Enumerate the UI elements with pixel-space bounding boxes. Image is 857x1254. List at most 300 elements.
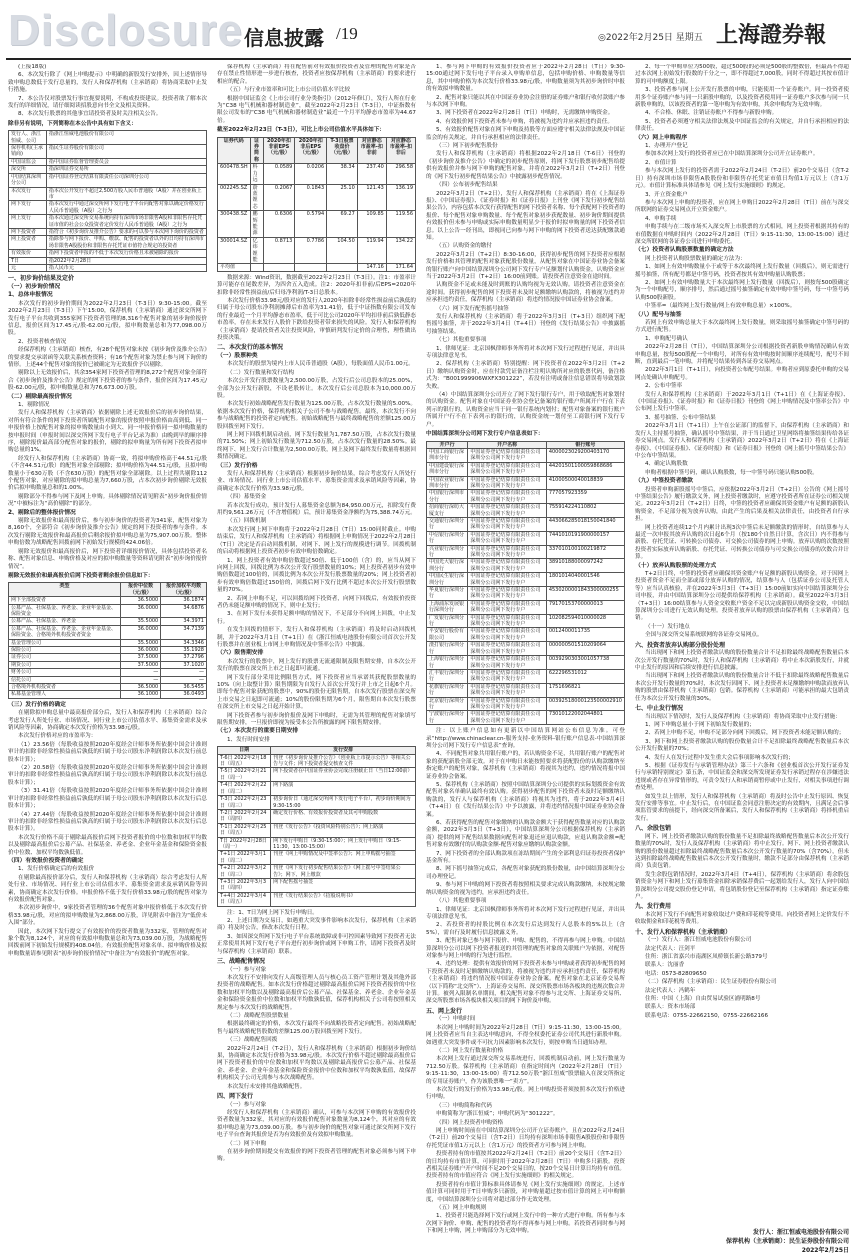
subsection-heading: 2、剔除后的整体报价情况 — [8, 509, 76, 516]
paragraph: 在剔除拟申购总量中最高报价部分后，发行人和保荐机构（主承销商）综合考虑发行人所处行业、市场情况、同行业上市公司估值水平、募集资金需求及承销风险等因素，协商确定本次发行价格为33.98元/股。 — [8, 710, 207, 732]
table-cell: 002245.SZ — [218, 184, 251, 211]
paragraph: 4、确定认购股数 — [645, 461, 688, 468]
table-row — [9, 646, 207, 653]
table-cell: 104.50 — [327, 237, 358, 264]
table-cell: 指2022年2月28日 — [46, 257, 206, 264]
paragraph: （二）保荐机构（主承销商）：民生证券股份有限公司 — [645, 979, 777, 986]
table-cell: 指网下投资者申报的不低于本次发行价格且未被剔除的报价 — [46, 250, 206, 257]
table-row — [427, 642, 625, 656]
table-cell: 337010100100219872 — [546, 545, 624, 559]
table-row — [218, 184, 416, 211]
table-cell: 0.2067 — [263, 184, 295, 211]
table-header-row — [9, 583, 207, 597]
paragraph: 根据最终确定的价格，本次发行最终不向战略投资者定向配售。初始战略配售与最终战略配售股数的差额125.00万股回拨至网下发行。 — [217, 1021, 416, 1035]
table-cell: 79170153700000013 — [546, 600, 624, 614]
paragraph: 本次发行的发行价格为33.98元/股。网上申购投资者须按照本次发行价格进行申购。 — [426, 1086, 625, 1101]
paragraph-group — [217, 361, 416, 461]
table-cell: — — [121, 669, 161, 676]
paragraph: 本次网上申购时间为2022年2月28日（T日）9:15-11:30，13:00-15:00。网上投资者应当自主表达申购意向，不得全权委托证券公司代其进行新股申购。如遇重大突发事件或不可抗力因素影响本次发行，则按申购当日通知办理。 — [426, 1024, 625, 1046]
table-row — [9, 639, 207, 646]
paragraph: 2、公布中签率 — [645, 383, 683, 390]
table-cell: 0039290303001057738 — [546, 656, 624, 670]
table-cell: 35.1928 — [161, 646, 207, 653]
table-cell: 中国证券登记结算有限责任公司深圳分公司网下发行专户 — [468, 683, 546, 697]
table-cell: 指民生证券股份有限公司 — [46, 145, 206, 159]
table-cell: 华夏银行深圳分行 — [427, 587, 468, 601]
paragraph: 2、若网上申购不足，可以回拨给网下投资者，向网下回拨后，有效报价投资者仍未能足额申购的情况下，则中止发行； — [217, 595, 416, 609]
table-row — [427, 614, 625, 628]
paragraph: 1、网下申购总量小于网下初始发行数量的； — [645, 721, 755, 728]
paragraph: 2、若网上申购不足，申购不足部分向网下回拨后，网下投资者未能足额认购的； — [645, 730, 845, 737]
paragraph-group — [635, 714, 849, 824]
table-cell: 0.0206 — [295, 164, 327, 184]
table-cell: 网上发行 — [9, 215, 47, 229]
paragraph: 4、违约处理：提供有效报价的网下投资者未参与申购或者获得初步配售的网下投资者未及时足额缴纳认购款的，将被视为违约并应承担违约责任，保荐机构（主承销商）将违约情况报中国证券业协会备案。配售对象在北京证券交易所（以下简称“北交所”）、上海证券交易所、深交所股票市场各板块的违规次数合并计算。被列入限制名单期间，相关配售对象不得参与北交所、上海证券交易所、深交所股票市场各板块相关项目的网下询价及申购。 — [426, 961, 625, 1005]
table-row — [9, 236, 207, 250]
subsection-heading: （三）发行价格的确定 — [8, 701, 66, 708]
table-row — [218, 837, 416, 851]
table-cell: 中国证券登记结算有限责任公司深圳分公司网下发行专户 — [468, 462, 546, 476]
table-cell: 财务公司 — [9, 669, 121, 676]
paragraph: 注：以上账户信息如有更新以中国结算网站公布信息为准。可登录“http://www.chinaclear.cn-服务支持-业务资料-银行账户信息表-中国结算深圳分公司网下发行专户信息表”查询。 — [426, 728, 625, 749]
subsection-heading: （六）限售期安排 — [217, 650, 264, 657]
subsection-heading: （七）本次发行的重要日期安排 — [217, 728, 299, 735]
paragraph-group — [217, 910, 416, 956]
table-row — [427, 545, 625, 559]
issue-date: ◎2022年2月25日 星期五 — [598, 33, 703, 43]
table-cell: 中国结算深圳分公司 — [9, 173, 47, 187]
subsection-heading: （一）股票种类 — [217, 352, 258, 359]
table-header-cell: 日期 — [218, 747, 271, 754]
table-cell: 109.85 — [357, 211, 386, 238]
table-cell: 36.0493 — [161, 691, 207, 698]
table-row — [9, 684, 207, 691]
paragraph-group — [217, 64, 416, 125]
paragraph: 3、开立资金账户 — [645, 191, 688, 198]
table-cell: 69.27 — [327, 211, 358, 238]
table-row — [427, 656, 625, 670]
table-cell: T+1日 2022年3月1日（周二） — [218, 851, 271, 865]
table-cell: 中国证监会 — [9, 158, 47, 165]
table-cell: 0.6306 — [263, 211, 295, 238]
paragraph: 本次网上发行通过深交所交易系统进行，回拨机制启动前，网上发行数量为712.50万股。保荐机构（主承销商）在指定时间内（2022年2月28日（T日）9:15-11:30，13:00-15:00）将712.50万股“浙江恒威”股票输入在深交所指定的专用证券账户，作为该股票唯一“卖方”。 — [426, 1056, 625, 1085]
table-cell: 中国证券登记结算有限责任公司深圳分公司网下发行专户 — [468, 504, 546, 518]
table-cell: T-6日 2022年2月18日（周五） — [218, 754, 271, 768]
paragraph-group — [8, 866, 207, 958]
paragraph: 本次发行不安排向发行人高级管理人员与核心员工资产管理计划及其他外部投资者的战略配售。如本次发行价格超过剔除最高报价后网下投资者报价的中位数和加权平均数以及剔除最高报价后公募产品、社保基金、养老金、企业年金基金和保险资金报价中位数和加权平均数孰低值，保荐机构相关子公司将按照相关规定参与本次发行的战略配售。 — [217, 974, 416, 1011]
table-cell: 中国证券登记结算有限责任公司深圳分公司网下发行专户 — [468, 531, 546, 545]
table-cell: 网上投资者 — [9, 236, 47, 250]
table-cell: 中国证券登记结算有限责任公司深圳分公司网下发行专户 — [468, 711, 546, 725]
table-row — [427, 600, 625, 614]
quote-stats-table — [8, 582, 207, 699]
section-logo-word: Disclosure — [8, 6, 243, 55]
subsection-heading: （七）投资者认购股票数量的确定方法 — [635, 247, 734, 254]
paragraph: 参与本次网上申购的投资者，应在网上申购日2022年2月28日（T日）前在与深交所联网的证券交易网点开立资金账户。 — [635, 199, 849, 214]
paragraph: （二）战略配售股票数量 — [227, 1012, 289, 1019]
table-cell: 1801014040001546 — [546, 573, 624, 587]
table-header-cell: T-3日股票收盘价（元/股） — [327, 137, 358, 164]
table-cell: 中国建设银行深圳市分行 — [427, 462, 468, 476]
article-column-1 — [8, 64, 207, 1236]
table-cell: 中国证券登记结算有限责任公司深圳分公司网下发行专户 — [468, 614, 546, 628]
table-cell: 广发银行深圳分行 — [427, 614, 468, 628]
table-cell: 中国证券登记结算有限责任公司深圳分公司网下发行专户 — [468, 656, 546, 670]
table-cell: 亿纬锂能 — [250, 237, 263, 264]
paragraph: 2、上述日期为交易日，如遇重大突发事件影响本次发行，保荐机构（主承销商）将及时公告，修改本次发行日程。 — [217, 918, 416, 932]
article-column-3 — [426, 64, 625, 1236]
table-header-cell: 对应静态市盈率-扣非前 — [357, 137, 386, 164]
table-cell: 招商银行深纺大厦支行 — [427, 504, 468, 518]
table-row — [427, 697, 625, 711]
table-cell: 中国证券登记结算有限责任公司深圳分公司网下发行专户 — [468, 669, 546, 683]
table-header-cell: 报价中位数（元/股） — [121, 583, 161, 597]
paragraph: （三）申购简称和代码 — [436, 1102, 492, 1109]
table-cell: 0012400011735 — [546, 628, 624, 642]
paragraph: （一）参与对象 — [227, 966, 267, 973]
table-row — [218, 823, 416, 837]
paragraph: 联系人：沈丽香 — [645, 962, 685, 969]
section-heading: 十、发行人和保荐机构（主承销商） — [635, 928, 732, 936]
table-cell: 网下配售摇号抽签 — [271, 878, 416, 892]
table-cell: 00392518000123500002910 — [546, 697, 624, 711]
table-row — [218, 851, 416, 865]
paragraph: 2022年3月2日（T+2日），发行人和保荐机构（主承销商）将在《上海证券报》、《中国证券报》、《证券时报》和《证券日报》上刊登《网下发行初步配售结果公告》，内容包括本次发行获得配售的网下投资者名称、每个获配网下投资者的报价、每个配售对象申购数量、每个配售对象初步获配数量、初步询价期间提供有效报价但未参与申购或实际申购数量明显少于报价时拟申购量的网下投资者信息。以上公告一经刊出，即视同已向参与网下申购的网下投资者送达获配缴款通知。 — [426, 190, 625, 241]
table-cell: T+4日 2022年3月4日（周五） — [218, 892, 271, 906]
paragraph: 4、不合格、休眠、注销证券账户不得参与新股申购。 — [645, 110, 778, 117]
paragraph: 2022年3月2日（T+2日）8:30-16:00，获得初步配售的网下投资者应根据发行价格和其管理的配售对象获配股份数量，从配售对象在中国证券业协会备案的银行账户向中国结算深圳分公司网下发行专户足额划付认购资金，认购资金应当于2022年3月2日（T+2日）16:00前到账。请投资者注意资金在途时间。 — [426, 251, 625, 280]
table-cell: 37.2796 — [161, 654, 207, 661]
table-cell — [295, 264, 327, 271]
paragraph: 网下发行部分采用比例限售方式，网下投资者应当承诺其获配股票数量的10%（向上取整计算）限售期限为自发行人首次公开发行并上市之日起6个月。即每个配售对象获配的股票中，90%的股份无限售期，自本次发行股票在深交所上市交易之日起即可流通；10%的股份限售期为6个月，限售期自本次发行股票在深交所上市交易之日起开始计算。 — [217, 674, 416, 711]
table-row — [9, 215, 207, 229]
paragraph-group — [426, 64, 625, 429]
paragraph-group — [635, 834, 849, 902]
table-cell: 指除参与网下报价、申购、缴款、配售的投资者以外的日均持有深圳市场非限售A股股份和非限售存托凭证市值符合规定的投资者 — [46, 236, 206, 250]
paragraph: 2、如网上有效申购数量大于本次最终网上发行数量（回拨后），则按每500股确定为一个申购配号，顺序排号，然后通过摇号抽签确定有效申购中签号码，每一中签号码认购500股新股。 — [635, 279, 849, 301]
table-row — [9, 201, 207, 215]
paragraph: 2022年3月1日（T+1日）上午在公证部门的监督下，由保荐机构（主承销商）和发行人主持摇号抽签，确认摇号中签结果，并于当日通过卫星网络将抽签结果传给各证券交易网点。发行人和保荐机构（主承销商）2022年3月2日（T+2日）将在《上海证券报》、《中国证券报》、《证券时报》和《证券日报》刊登的《网上摇号中签结果公告》中公布中签结果。 — [635, 423, 849, 459]
table-row — [9, 145, 207, 159]
paragraph: 1、律师见证：北京国枫律师事务所将对本次网下发行过程进行见证，并出具专项法律意见书。 — [426, 906, 625, 920]
paragraph: （1）23.56倍（每股收益按照2020年度经会计师事务所依据中国会计准则审计的扣除非经常性损益前后孰低的归属于母公司股东净利润除以本次发行前总股本计算）； — [8, 741, 207, 763]
paragraph: 3、配售对象已参与网下报价、申购、配售的，不得再参与网上申购。中国结算深圳分公司以网下投资者报送的其管理的配售对象的关联账户为依据，对配售对象参与网上申购的行为进行监控。 — [426, 938, 625, 959]
table-cell: T+3日 2022年3月3日（周四） — [218, 878, 271, 892]
table-cell: 中国证券登记结算有限责任公司深圳分公司网下发行专户 — [468, 545, 546, 559]
table-cell: 34.6876 — [161, 604, 207, 618]
paragraph: 3、网下投资者在2022年2月28日（T日）申购时，无需缴纳申购资金。 — [436, 110, 614, 117]
paragraph: 全国与深交所交易系统联网的各证券交易网点。 — [645, 632, 763, 639]
table-row — [218, 754, 416, 768]
paragraph: （七）其他重要事项 — [436, 337, 487, 344]
table-row — [9, 173, 207, 187]
table-row — [427, 573, 625, 587]
paragraph: （三）网下初步配售股份 — [436, 143, 498, 150]
table-cell: T-1日 2022年2月25日（周五） — [218, 823, 271, 837]
table-cell: 中国证券登记结算有限责任公司深圳分公司网下发行专户 — [468, 600, 546, 614]
table-cell: 网下发行 — [9, 201, 47, 215]
paragraph: 经发行人和保荐机构（主承销商）协商一致，将拟申购价格高于44.51元/股（不含44.51元/股）的配售对象全部剔除；拟申购价格为44.51元/股，且拟申购数量小于630万股（不含630万股）的配售对象全部剔除。以上过程共剔除112个配售对象，对应剔除的拟申购总量为7,660万股，占本次初步询价剔除无效报价后拟申购数量总和的1.00%。 — [8, 455, 207, 492]
paragraph: （四）网上投资者申购资格 — [436, 1119, 504, 1126]
table-cell: 中国证券登记结算有限责任公司深圳分公司网下发行专户 — [468, 448, 546, 462]
paragraph: 2、每一个申购单位为500股，超过500股的必须是500股的整数倍，但最高不得超过本次网上初始发行股数的千分之一，即不得超过7,000股，同时不得超过其按市值计算的可申购额度上限。 — [635, 64, 849, 85]
table-cell: 25.10 — [327, 184, 358, 211]
table-cell: 中国工商银行深圳市分行 — [427, 448, 468, 462]
paragraph: 剔除部分不得参与网下及网上申购。具体剔除情况请见附表“初步询价报价情况”中被标注为“高价剔除”的部分。 — [8, 493, 207, 508]
paragraph-group — [635, 650, 849, 703]
paragraph: 在初步询价期间提交有效报价的网下投资者管理的配售对象必须参与网下申购。 — [217, 1148, 416, 1163]
table-cell: 0.0589 — [263, 164, 295, 184]
subsection-heading: （六）网上申购程序 — [635, 134, 688, 141]
table-cell: 发行人、浙江恒威、公司 — [9, 131, 47, 145]
table-cell: 有效报价 — [9, 250, 47, 257]
paragraph: 发行人和保荐机构（主承销商）根据初步询价结果，综合考虑发行人所处行业、市场情况、同行业上市公司估值水平、募集资金需求及承销风险等因素，协商确定本次发行价格为33.98元/股。 — [217, 471, 416, 492]
table-cell: T日 — [9, 257, 47, 264]
table-cell: 刊登《发行结果公告》《招股说明书》 — [271, 892, 416, 906]
table-cell: 鹏辉能源 — [250, 211, 263, 238]
table-cell: 指深圳证券交易所 — [46, 166, 206, 173]
table-row — [427, 490, 625, 504]
table-header-cell: 开户名称 — [468, 441, 546, 448]
bank-accounts-caption: 中国结算深圳分公司网下发行专户信息表如下： — [426, 431, 544, 438]
paragraph: （3）31.41倍（每股收益按照2020年度经会计师事务所依据中国会计准则审计的扣除非经常性损益前后孰低的归属于母公司股东净利润除以本次发行后总股本计算）； — [8, 788, 207, 810]
paragraph: 1、发行时间安排 — [227, 736, 270, 743]
table-cell: 中国农业银行深圳市分行 — [427, 476, 468, 490]
paragraph: （一）参与对象 — [227, 1101, 267, 1108]
paragraph: 联系人：资本市场部 — [645, 1004, 696, 1011]
subsection-heading: （四）有效报价投资者的确定 — [8, 857, 84, 864]
table-row — [9, 187, 207, 201]
paragraph: （四）募集资金 — [227, 494, 267, 501]
table-cell: — — [161, 676, 207, 683]
paragraph-group — [217, 471, 416, 649]
table-cell: 中国证券登记结算有限责任公司深圳分公司网下发行专户 — [468, 517, 546, 531]
paragraph: 1、如网上有效申购数量小于或等于本次最终网上发行数量（回拨后），则无需进行摇号抽签，所有配号都是中签号码，投资者按其有效申购量认购股票； — [635, 264, 849, 278]
paragraph: 经保荐机构（主承销商）核查，有28个配售对象未按《初步询价及推介公告》的要求提交承诺函等关联关系核查资料；有16个配售对象为禁止参与网下询价的情形。上述44个配售对象的报价已被确定为无效报价予以剔除。 — [8, 347, 207, 368]
paragraph-group — [8, 402, 207, 509]
table-cell: 北京银行深圳分行 — [427, 697, 468, 711]
paragraph-group — [217, 298, 416, 342]
paragraph-group — [426, 1016, 625, 1235]
table-row — [427, 669, 625, 683]
table-cell — [263, 264, 295, 271]
section-heading: 一、初步询价结果及定价 — [8, 275, 75, 283]
paragraph: 剔除以上无效报价后，其余354家网下投资者管理的8,272个配售对象全部符合《初步询价及推介公告》规定的网下投资者的参与条件，报价区间为17.45元/股-62.00元/股，拟申购数量总和为76,673.00万股。 — [8, 370, 207, 392]
signature-line: 保荐机构（主承销商）：民生证券股份有限公司 — [725, 1238, 849, 1245]
paragraph: 1、网上投资者有效申购倍数超过50倍、低于100倍（含）的，应当从网下向网上回拨，回拨比例为本次公开发行股票数量的10%；网上投资者初步有效申购倍数超过100倍的，回拨比例为本次公开发行股票数量的20%；网上投资者初步有效申购倍数超过150倍的，回拨后网下发行比例不超过本次公开发行股票数量的70%。 — [217, 557, 416, 594]
table-header-cell: 2020年扣非后EPS（元/股） — [295, 137, 327, 164]
paragraph-group — [217, 737, 416, 744]
paragraph: 电话：0573-82809650 — [645, 970, 707, 977]
paragraph: 3、在网下发行未获得足额申购的情况下，不足部分不向网上回拨，中止发行。 — [217, 611, 416, 625]
table-cell: 平安银行股份有限公司 — [427, 628, 468, 642]
table-row — [9, 669, 207, 676]
table-cell: 刊登《网上申购情况及中签率公告》；网上申购摇号抽签 — [271, 851, 416, 865]
signature-line: 2022年2月25日 — [801, 1247, 849, 1254]
paragraph: 本次发行网上网下申购将于2022年2月28日（T日）15:00同时截止。申购结束后，发行人和保荐机构（主承销商）将根据网上申购情况于2022年2月28日（T日）决定是否启动回拨机制，对网下、网上发行的规模进行调节。回拨机制的启动将根据网上投资者初步有效申购倍数确定。 — [217, 526, 416, 556]
table-row — [427, 711, 625, 725]
subsection-heading: （十）放弃认购股票的处理方式 — [635, 562, 717, 569]
table-cell: 44201501100059868686 — [546, 462, 624, 476]
table-cell: 36.0000 — [121, 646, 161, 653]
table-row — [218, 782, 416, 796]
paragraph: 发行人和保荐机构（主承销商）将根据2022年2月18日（T-6日）刊登的《初步询价及推介公告》中确定的初步配售原则，将网下发行股票初步配售给提供有效报价并参与网下申购的配售对象，并将在2022年3月2日（T+2日）刊登的《网下发行初步配售结果公告》中披露初步配售情况。 — [426, 151, 625, 180]
paragraph: 9、参与网下申购的网下投资者将按照相关要求完成认购款缴纳，未按规定缴纳认购资金的视为违约，应承担违约责任。 — [426, 882, 625, 896]
table-cell: 41000500040018839 — [546, 476, 624, 490]
table-cell — [250, 264, 263, 271]
table-cell: 102082594010000028 — [546, 614, 624, 628]
paragraph: 本次发行未安排其他战略配售。 — [227, 1083, 306, 1090]
paragraph: 本次发行价格33.98元/股对应的发行人2020年扣除非经常性损益前后孰低的归属于母公司股东净利润摊薄后市盈率为31.41倍，低于中证指数有限公司发布的行业最近一个月平均静态市盈率，低于可比公司2020年平均扣非前后孰低静态市盈率，存在未来发行人股价下跌给投资者带来损失的风险。发行人和保荐机构（主承销商）提请投资者关注投资风险，审慎研判发行定价的合理性，理性做出投资决策。 — [217, 298, 416, 342]
comparable-companies-caption: 截至2022年2月23日（T-3日），可比上市公司估值水平具体如下： — [217, 127, 385, 134]
paragraph: 当出现网下和网上投资者缴款认购的股份数量合计不低于扣除最终战略配售数量后本次公开发行数量的70%时，本次发行因网下、网上投资者未足额缴纳申购款而放弃认购的股票由保荐机构（主承销商）包销。保荐机构（主承销商）可能承担的最大包销责任为本次公开发行数量的30%。 — [635, 673, 849, 702]
table-row — [9, 597, 207, 604]
table-cell: 中国证券登记结算有限责任公司深圳分公司网下发行专户 — [468, 587, 546, 601]
table-cell: 4000023029200403170 — [546, 448, 624, 462]
table-row — [427, 462, 625, 476]
table-cell: 兴业银行深圳分行 — [427, 545, 468, 559]
paragraph: 当出现以下情况时，发行人及保荐机构（主承销商）将协商采取中止发行措施： — [645, 713, 841, 720]
table-cell: 147.16 — [357, 264, 386, 271]
paragraph: 7、网下投资者的全部认购款项在冻结期间产生的全部利息归证券投资者保护基金所有。 — [426, 850, 625, 865]
table-row — [218, 865, 416, 879]
table-cell: 34.3346 — [161, 639, 207, 646]
table-row — [218, 878, 416, 892]
table-row — [9, 257, 207, 264]
paragraph: 1、律师见证：北京国枫律师事务所将对本次网下发行过程进行见证，并出具专项法律意见书。 — [426, 345, 625, 360]
table-header-row — [218, 137, 416, 164]
table-cell: T-3日 2022年2月23日（周三） — [218, 796, 271, 810]
table-cell: 中信银行深圳分行 — [427, 531, 468, 545]
table-cell: 中国证券登记结算有限责任公司深圳分公司网下发行专户 — [468, 697, 546, 711]
table-cell: 网下路演 — [271, 782, 416, 796]
paragraph: 剔除无效报价和最高报价后，参与初步询价的投资者为341家，配售对象为8,160个，全部符合《初步询价及推介公告》规定的网下投资者的参与条件。本次发行剔除无效报价和最高报价后剩余报价拟申购总量为75,907.00万股。整体申购倍数为战略配售回拨前网下初始发行规模的424.06倍。 — [8, 518, 207, 547]
paragraph: 3、如因深交所网下发行电子平台系统故障或非可控因素导致网下投资者无法正常使用其网下发行电子平台进行初步询价或网下申购工作，请网下投资者及时与保荐机构（主承销商）联系。 — [217, 933, 416, 955]
table-cell: 0.5794 — [295, 211, 327, 238]
table-cell: 证券公司 — [9, 654, 121, 661]
paragraph: 4、申购手续 — [645, 215, 677, 222]
section-heading: 五、网上发行 — [426, 1007, 463, 1015]
table-cell: 指浙江恒威电池股份有限公司 — [46, 131, 206, 145]
definitions-caption: 除非另有说明，下列简称在本公告中具有如下含义： — [8, 120, 137, 127]
paragraph: 1、办理开户登记 — [645, 143, 688, 150]
section-title: 信息披露 — [244, 26, 324, 50]
paragraph: （4）中国结算深圳分公司开立了网下发行银行专户，用于收取配售对象划付的认购资金。配售对象在中国证券业协会登记备案的银行账户所属开户行在下表列示的银行的，认购资金应当于同一银行系统内划付；配售对象备案的银行账户所属开户行不在下表列示的银行的，认购资金统一划付至工商银行网下发行专户。 — [426, 392, 625, 428]
table-cell: 000000501510209064 — [546, 642, 624, 656]
paragraph-group — [635, 64, 849, 134]
paragraph: 2、若投资者的持股比例在本次发行后达到发行人总股本的5%以上（含5%），需自行及时履行信息披露义务。 — [426, 922, 625, 936]
paragraph: 若网上有效申购总量大于本次最终网上发行数量，则采取摇号抽签确定中签号码的方式进行配售。 — [635, 320, 849, 334]
article-column-2 — [217, 64, 416, 1236]
table-row — [218, 164, 416, 184]
table-cell: 网下发行申购日（9:30-15:00）；网上发行申购日（9:15-11:30，13:00-15:00） — [271, 837, 416, 851]
table-cell: 119.56 — [386, 211, 415, 238]
table-row — [218, 264, 416, 271]
section-heading: 九、发行费用 — [635, 903, 672, 911]
table-cell: 36.1000 — [121, 691, 161, 698]
paragraph: 1、投资者只能选择网下发行或网上发行中的一种方式进行申购。所有参与本次网下询价、申购、配售的投资者均不得再参与网上申购。若投资者同时参与网下和网上申购，网上申购部分为无效申购。 — [426, 1213, 625, 1235]
table-cell: 公募产品、社保基金、养老金、企业年金基金、保险资金、合格境外机构投资者资金 — [9, 625, 121, 639]
paragraph: 在剔除最高报价部分后，发行人和保荐机构（主承销商）综合考虑发行人所处行业、市场情况、同行业上市公司估值水平、募集资金需求及承销风险等因素，协商确定本次发行价格。申报价格不低于发行价格33.98元/股的配售对象为有效报价配售对象。 — [8, 874, 207, 903]
paragraph-group — [217, 967, 416, 1092]
table-cell: 本次发行 — [9, 187, 47, 201]
paragraph-group — [635, 937, 849, 1020]
table-cell: 汇丰银行深圳分行 — [427, 669, 468, 683]
article-column-4 — [635, 64, 849, 1236]
paragraph: (上接18版) — [18, 64, 47, 70]
table-row — [9, 618, 207, 625]
paragraph-group — [635, 487, 849, 562]
paragraph: （五）与行业市盈率和可比上市公司估值水平比较 — [227, 87, 351, 94]
table-header-cell: 对应静态市盈率-扣非后 — [386, 137, 415, 164]
paragraph: 2、市值计算 — [645, 159, 677, 166]
paragraph: 网上网下回拨机制启动前，网下发行数量为1,787.50万股，占本次发行数量的71.50%；网上初始发行数量为712.50万股，占本次发行数量的28.50%。最终网下、网上发行合计数量为2,500.00万股，网上及网下最终发行数量将根据回拨情况确定。 — [217, 432, 416, 461]
paragraph: 3、网下和网上投资者缴款认购的股份数量合计不足扣除最终战略配售数量后本次公开发行数量的70%； — [635, 738, 849, 753]
paragraph: 5、根据《证券发行与承销管理办法》第三十六条和《创业板首次公开发行证券发行与承销特别规定》第五条，中国证监会和深交所发现证券发行承销过程存在涉嫌违法违规或者存在异常情形的，可责令发行人和承销商暂停或中止发行，对相关事项进行调查处理。 — [635, 762, 849, 792]
table-cell: 134.22 — [386, 237, 415, 264]
table-cell: 公募产品、社保基金、养老金 — [9, 618, 121, 625]
paragraph: 发生余股包销情况时，2022年3月4日（T+4日），保荐机构（主承销商）将余股包销资金与网下和网上发行募集资金扣除承销保荐费后一起划给发行人，发行人向中国结算深圳分公司提交股份登记申请，将包销股份登记至保荐机构（主承销商）指定证券账户。 — [635, 871, 849, 900]
table-cell: 136.19 — [386, 184, 415, 211]
table-cell: T-4日 2022年2月22日（周二） — [218, 782, 271, 796]
paragraph-group — [426, 728, 625, 1006]
table-cell: 36.0000 — [121, 604, 161, 618]
paragraph: （二）网上发行数量和价格 — [436, 1047, 504, 1054]
schedule-table — [217, 746, 416, 906]
paragraph: （五）网上申购规则 — [436, 1205, 487, 1212]
table-cell: 上海银行深圳分行 — [427, 656, 468, 670]
table-cell: 指本次发行中通过深交所网下发行电子平台向配售对象以确定价格发行人民币普通股（A股）之行为 — [46, 201, 206, 215]
table-cell: 600478.SH — [218, 164, 251, 184]
table-cell: 公募产品、社保基金、养老金、企业年金基金、保险资金 — [9, 604, 121, 618]
table-cell: T+2日 2022年3月2日（周三） — [218, 865, 271, 879]
table-cell: 777057923359 — [546, 490, 624, 504]
table-cell: 中国光大银行深圳分行 — [427, 559, 468, 573]
section-heading: 四、网下发行 — [217, 1093, 254, 1101]
paragraph: 4、有效报价网下投资者未参与申购，将被视为违约并应承担违约责任。 — [436, 118, 613, 125]
subsection-heading: （三）发行价格 — [217, 462, 258, 469]
paragraph: 联系电话：0755-22662150，0755-22662166 — [645, 1012, 769, 1019]
table-cell: 刊登《初步询价及推介公告》《创业板上市提示公告》等相关公告与文件；网下投资者提交核查文件 — [271, 754, 416, 768]
paragraph: （一）申购时间 — [436, 1016, 476, 1023]
paragraph: 在发生回拨的情形下，发行人和保荐机构（主承销商）将及时启动回拨机制，并于2022年3月1日（T+1日）在《浙江恒威电池股份有限公司首次公开发行股票并在创业板上市网上申购情况及中签率公告》中披露。 — [217, 627, 416, 648]
table-cell: 38910188000097242 — [546, 559, 624, 573]
table-cell: 刊登《网下发行初步配售结果公告》《网上摇号中签结果公告》；网下、网上缴款 — [271, 865, 416, 879]
table-cell: 渣打银行深圳分行 — [427, 642, 468, 656]
table-row — [9, 250, 207, 257]
table-cell: 指人民币元 — [46, 264, 206, 271]
table-row — [9, 625, 207, 639]
subsection-heading: 1、总体申报情况 — [8, 292, 53, 299]
table-cell: 73010122002044801 — [546, 711, 624, 725]
table-cell: 34.3971 — [161, 618, 207, 625]
paragraph: 申购手续与在二级市场买入深交所上市股票的方式相同，网上投资者根据其持有的市值数据在申购时间内（2022年2月28日（T日）9:15-11:30，13:00-15:00）通过深交所联网的各证券公司进行申购委托。 — [635, 224, 849, 245]
paragraph: 投资者持有市值计算标准具体请参见《网上发行实施细则》的规定。上述市值计算可同时用于T日申购多只新股，对申购量超过按市值计算的网上可申购额度，中国结算深圳分公司将对超过部分作无效处理。 — [426, 1181, 625, 1203]
paragraph: 本次发行的股票中，网上发行的股票无流通限制及限售期安排，自本次公开发行的股票在深交所上市之日起即可流通。 — [217, 658, 416, 673]
paragraph: 法定代表人：冯鹤年 — [645, 987, 696, 994]
table-row — [218, 768, 416, 782]
paragraph: 当出现网下和网上投资者缴款认购的股份数量合计不足扣除最终战略配售数量后本次公开发行数量的70%时，发行人和保荐机构（主承销商）将中止本次新股发行，并就中止发行的原因和后续安排进行信息披露。 — [635, 650, 849, 671]
table-cell — [327, 264, 358, 271]
subsection-heading: （二）剔除最高报价情况 — [8, 393, 72, 400]
paragraph: （八）其他重要事项 — [436, 898, 487, 905]
subsection-heading: （八）配号与抽签 — [635, 311, 682, 318]
subsection-heading: （一）初步询价情况 — [8, 283, 61, 290]
paragraph: 本次发行价格对应的市盈率为： — [18, 733, 97, 740]
table-row — [9, 264, 207, 271]
paragraph: 3、摇号抽签、公布中签结果 — [645, 414, 716, 421]
paragraph: 网上投资者连续12个月内累计出现3次中签后未足额缴款的情形时，自结算参与人最近一次申报其放弃认购的次日起6个月（按180个自然日计算，含次日）内不得参与新股、存托凭证、可转换公司债券、可交换公司债券的网上申购。放弃认购的次数按照投资者实际放弃认购新股、存托凭证、可转换公司债券与可交换公司债券的次数合并计算。 — [635, 524, 849, 561]
